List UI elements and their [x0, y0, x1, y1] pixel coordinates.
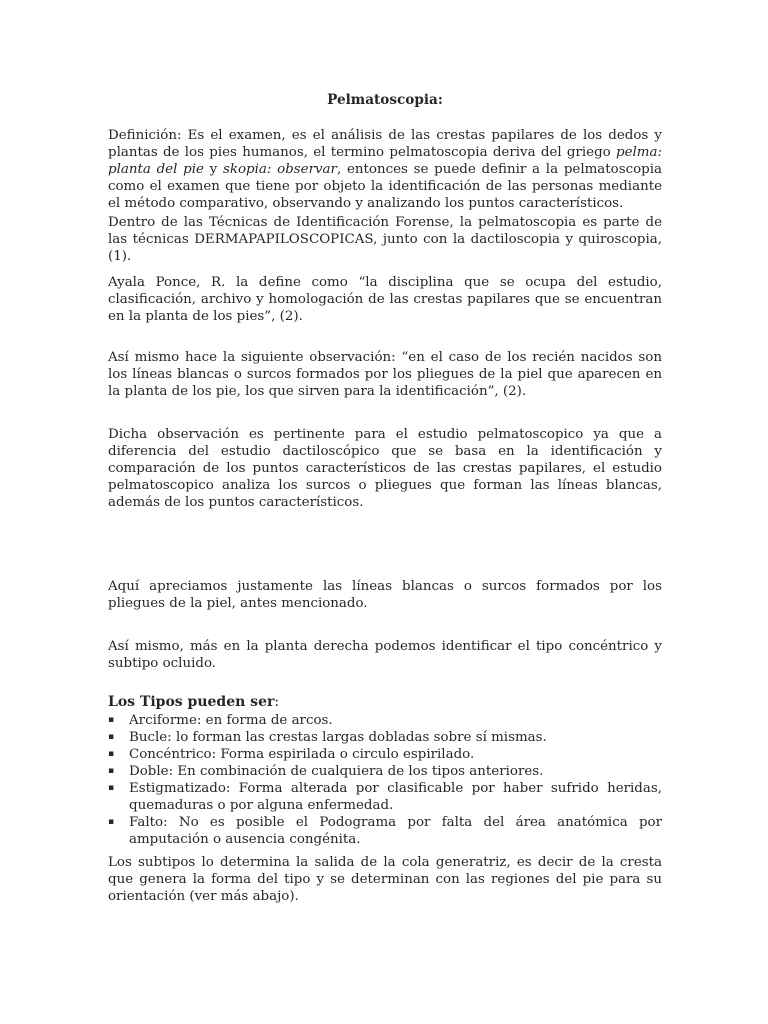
document-title: Pelmatoscopia: — [327, 92, 443, 108]
types-heading-colon: : — [274, 694, 280, 710]
techniques-paragraph: Dentro de las Técnicas de Identificación Forense, la pelmatoscopia es parte de las técnicas DERMAPAPILOSCOPICAS, junto con la dactiloscopia y quiroscopia, (1). — [108, 215, 662, 264]
square-bullet-icon: ▪ — [108, 766, 115, 776]
definition-term-skopia: skopia: observar — [223, 162, 337, 177]
square-bullet-icon: ▪ — [108, 715, 115, 725]
definition-tail: , entonces se puede definir a la pelmatoscopia como el examen que tiene por objeto la identificación de las personas mediante el método comparativo, observando y analizando los puntos característicos. — [108, 162, 662, 211]
type-estigmatizado: Estigmatizado: Forma alterada por clasificable por haber sufrido heridas, quemaduras o por alguna enfermedad. — [129, 781, 662, 813]
list-item — [108, 712, 662, 729]
list-item — [108, 746, 662, 763]
type-doble: Doble: En combinación de cualquiera de los tipos anteriores. — [129, 764, 544, 779]
subtypes-paragraph: Los subtipos lo determina la salida de la cola generatriz, es decir de la cresta que genera la forma del tipo y se determinan con las regiones del pie para su orientación (ver más abajo). — [108, 855, 662, 904]
observation-paragraph: Así mismo hace la siguiente observación: “en el caso de los recién nacidos son los líneas blancas o surcos formados por los pliegues de la piel que aparecen en la planta de los pie, los que sirven para la identificación”, (2). — [108, 350, 662, 399]
right-sole-paragraph: Así mismo, más en la planta derecha podemos identificar el tipo concéntrico y subtipo ocluido. — [108, 639, 662, 671]
list-item — [108, 763, 662, 780]
definition-connector: y — [203, 162, 223, 177]
definition-lead: Definición: Es el examen, es el análisis de las crestas papilares de los dedos y plantas de los pies humanos, el termino pelmatoscopia deriva del griego — [108, 128, 662, 160]
types-heading-text: Los Tipos pueden ser — [108, 694, 275, 710]
square-bullet-icon: ▪ — [108, 732, 115, 742]
type-falto: Falto: No es posible el Podograma por falta del área anatómica por amputación o ausencia congénita. — [129, 815, 662, 847]
square-bullet-icon: ▪ — [108, 783, 115, 793]
definition-term-pelma: pelma: planta del pie — [108, 145, 662, 177]
square-bullet-icon: ▪ — [108, 817, 115, 827]
list-item — [108, 814, 662, 848]
types-heading — [108, 694, 662, 711]
types-list — [108, 712, 662, 848]
list-item — [108, 780, 662, 814]
list-item — [108, 729, 662, 746]
square-bullet-icon: ▪ — [108, 749, 115, 759]
type-bucle: Bucle: lo forman las crestas largas dobladas sobre sí mismas. — [129, 730, 547, 745]
pertinence-paragraph: Dicha observación es pertinente para el estudio pelmatoscopico ya que a diferencia del estudio dactiloscópico que se basa en la identificación y comparación de los puntos característicos de las crestas papilares, el estudio pelmatoscopico analiza los surcos o pliegues que forman las líneas blancas, además de los puntos característicos. — [108, 427, 662, 510]
ayala-definition-paragraph: Ayala Ponce, R. la define como “la disciplina que se ocupa del estudio, clasificación, archivo y homologación de las crestas papilares que se encuentran en la planta de los pies”, (2). — [108, 275, 662, 324]
definition-paragraph — [108, 127, 662, 212]
white-lines-paragraph: Aquí apreciamos justamente las líneas blancas o surcos formados por los pliegues de la piel, antes mencionado. — [108, 579, 662, 611]
type-concentrico: Concéntrico: Forma espirilada o circulo espirilado. — [129, 747, 475, 762]
type-arciforme: Arciforme: en forma de arcos. — [129, 713, 333, 728]
